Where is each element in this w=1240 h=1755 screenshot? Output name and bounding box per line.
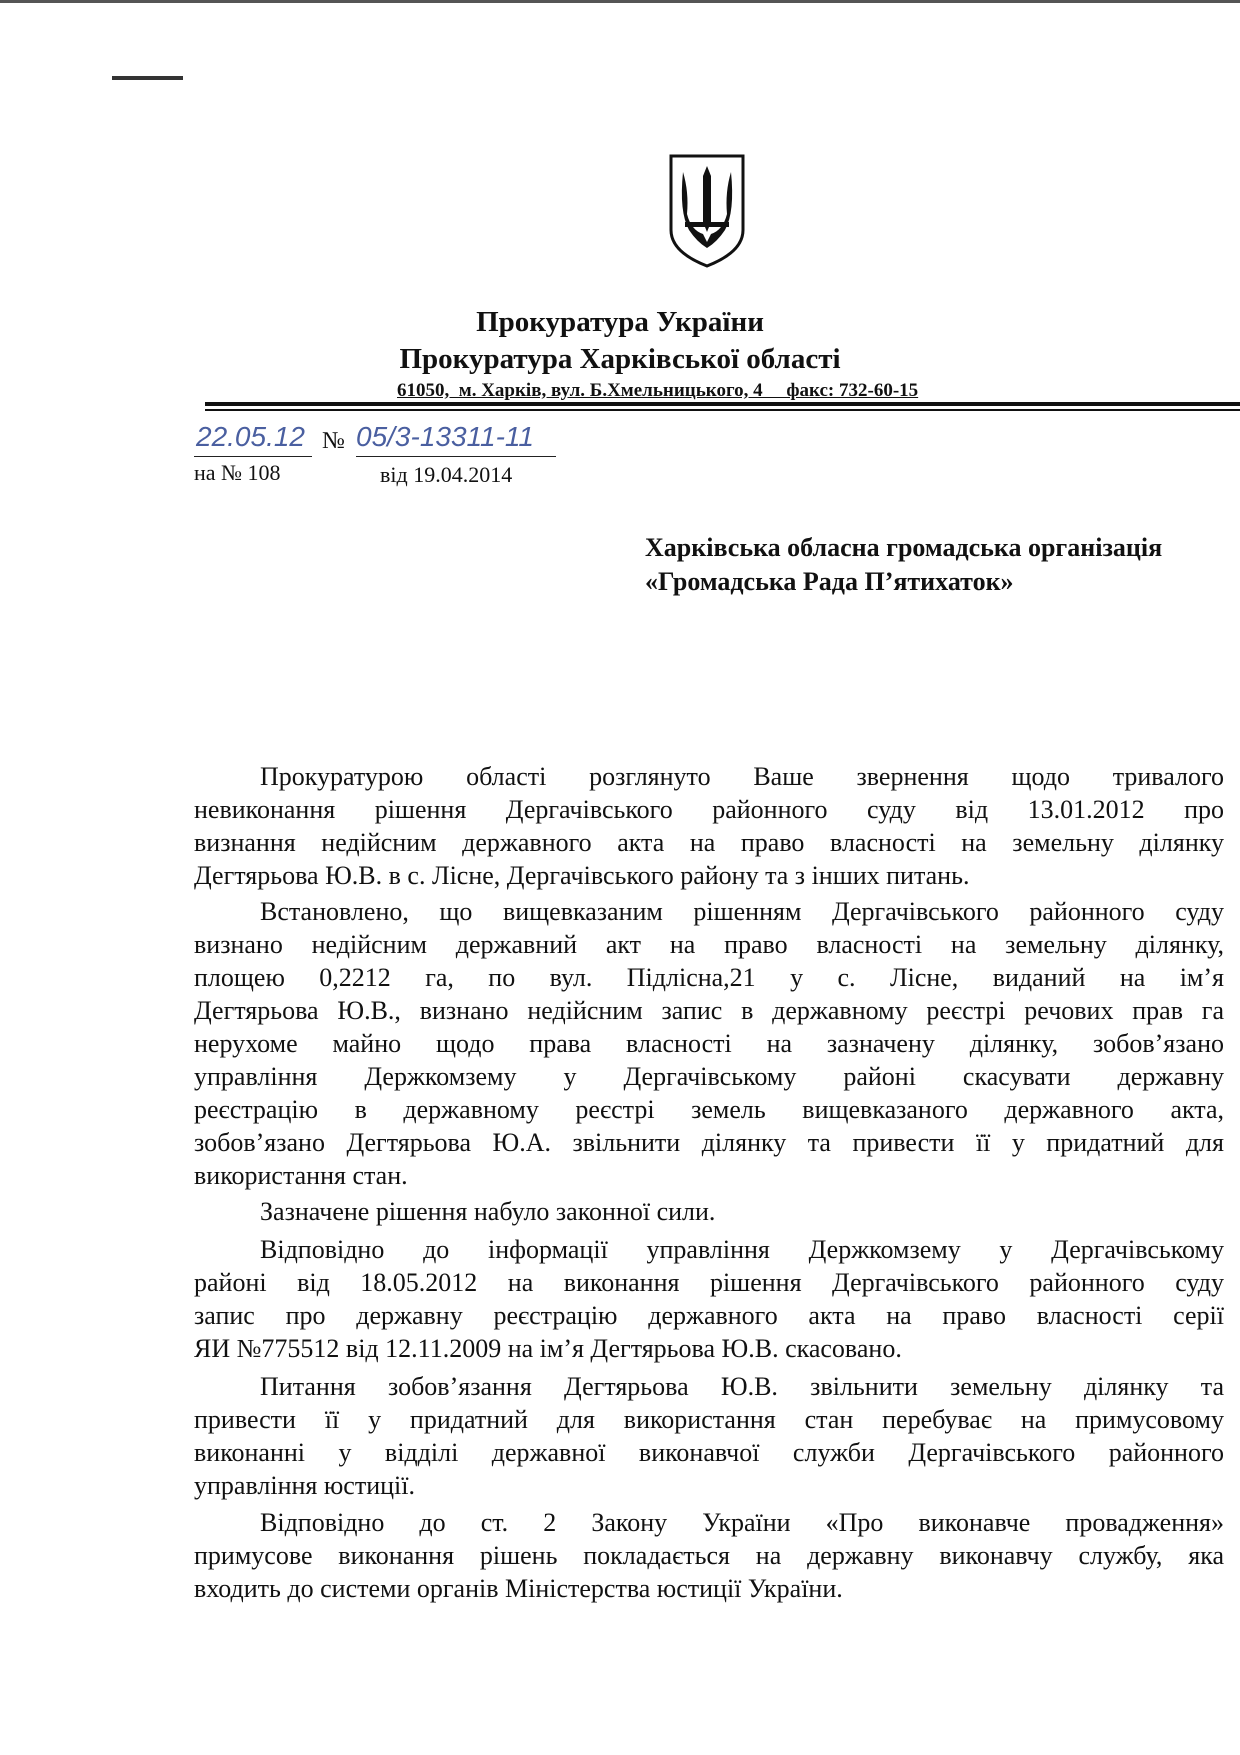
org-name-ukraine: Прокуратура України — [476, 306, 764, 338]
handwritten-number: 05/3-13311-11 — [356, 421, 534, 452]
org-name-kharkiv: Прокуратура Харківської області — [399, 343, 841, 375]
paragraph-line: запис про державну реєстрацію державного акта на право власності серії — [194, 1301, 1224, 1330]
paragraph-line: районі від 18.05.2012 на виконання рішення Дергачівського районного суду — [194, 1268, 1224, 1297]
recipient-name: «Громадська Рада П’ятихаток» — [645, 567, 1014, 596]
trident-emblem-icon — [667, 152, 747, 270]
paragraph-line: входить до системи органів Міністерства юстиції України. — [194, 1574, 843, 1603]
paragraph — [194, 895, 1224, 1192]
paragraph — [194, 1506, 1224, 1605]
recipient-org: Харківська обласна громадська організація — [645, 533, 1163, 562]
reply-to-number: на № 108 — [194, 460, 281, 485]
date-underline — [194, 456, 312, 457]
paragraph-line: Відповідно до інформації управління Держкомзему у Дергачівському — [260, 1235, 1224, 1264]
paragraph — [194, 1370, 1224, 1502]
paragraph-line: Питання зобов’язання Дегтярьова Ю.В. звільнити земельну ділянку та — [260, 1372, 1224, 1401]
scan-edge — [0, 0, 1240, 3]
paragraph-line: визнання недійсним державного акта на право власності на земельну ділянку — [194, 828, 1224, 857]
margin-mark — [112, 76, 183, 80]
paragraph-line: управління юстиції. — [194, 1471, 415, 1500]
paragraph — [194, 1233, 1224, 1365]
paragraph-line: Відповідно до ст. 2 Закону України «Про виконавче провадження» — [260, 1508, 1224, 1537]
header-rule-thin — [205, 409, 1240, 411]
reply-to-date: від 19.04.2014 — [380, 462, 513, 487]
paragraph — [194, 760, 1224, 892]
paragraph-line: Дегтярьова Ю.В. в с. Лісне, Дергачівського району та з інших питань. — [194, 861, 970, 890]
paragraph-line: виконанні у відділі державної виконавчої служби Дергачівського районного — [194, 1438, 1224, 1467]
paragraph-line: реєстрацію в державному реєстрі земель вищевказаного державного акта, — [194, 1095, 1224, 1124]
paragraph-line: Прокуратурою області розглянуто Ваше звернення щодо тривалого — [260, 762, 1224, 791]
paragraph-line: управління Держкомзему у Дергачівському районі скасувати державну — [194, 1062, 1224, 1091]
paragraph-line: використання стан. — [194, 1161, 408, 1190]
paragraph-line: зобов’язано Дегтярьова Ю.А. звільнити ділянку та привести її у придатний для — [194, 1128, 1224, 1157]
paragraph-line: ЯИ №775512 від 12.11.2009 на ім’я Дегтярьова Ю.В. скасовано. — [194, 1334, 902, 1363]
paragraph-line: нерухоме майно щодо права власності на зазначену ділянку, зобов’язано — [194, 1029, 1224, 1058]
org-address: 61050, м. Харків, вул. Б.Хмельницького, 4 факс: 732-60-15 — [397, 380, 919, 401]
paragraph-line: Встановлено, що вищевказаним рішенням Дергачівського районного суду — [260, 897, 1224, 926]
header-rule — [205, 402, 1240, 406]
paragraph-line: визнано недійсним державний акт на право власності на земельну ділянку, — [194, 930, 1224, 959]
paragraph-line: Дегтярьова Ю.В., визнано недійсним запис в державному реєстрі речових прав га — [194, 996, 1224, 1025]
paragraph-line: площею 0,2212 га, по вул. Підлісна,21 у с. Лісне, виданий на ім’я — [194, 963, 1224, 992]
number-sign: № — [322, 428, 345, 454]
paragraph — [194, 1195, 1224, 1228]
number-underline — [356, 456, 556, 457]
paragraph-line: невиконання рішення Дергачівського районного суду від 13.01.2012 про — [194, 795, 1224, 824]
paragraph-line: привести її у придатний для використання стан перебуває на примусовому — [194, 1405, 1224, 1434]
handwritten-date: 22.05.12 — [196, 421, 305, 452]
paragraph-line: Зазначене рішення набуло законної сили. — [260, 1197, 716, 1226]
paragraph-line: примусове виконання рішень покладається на державну виконавчу службу, яка — [194, 1541, 1224, 1570]
